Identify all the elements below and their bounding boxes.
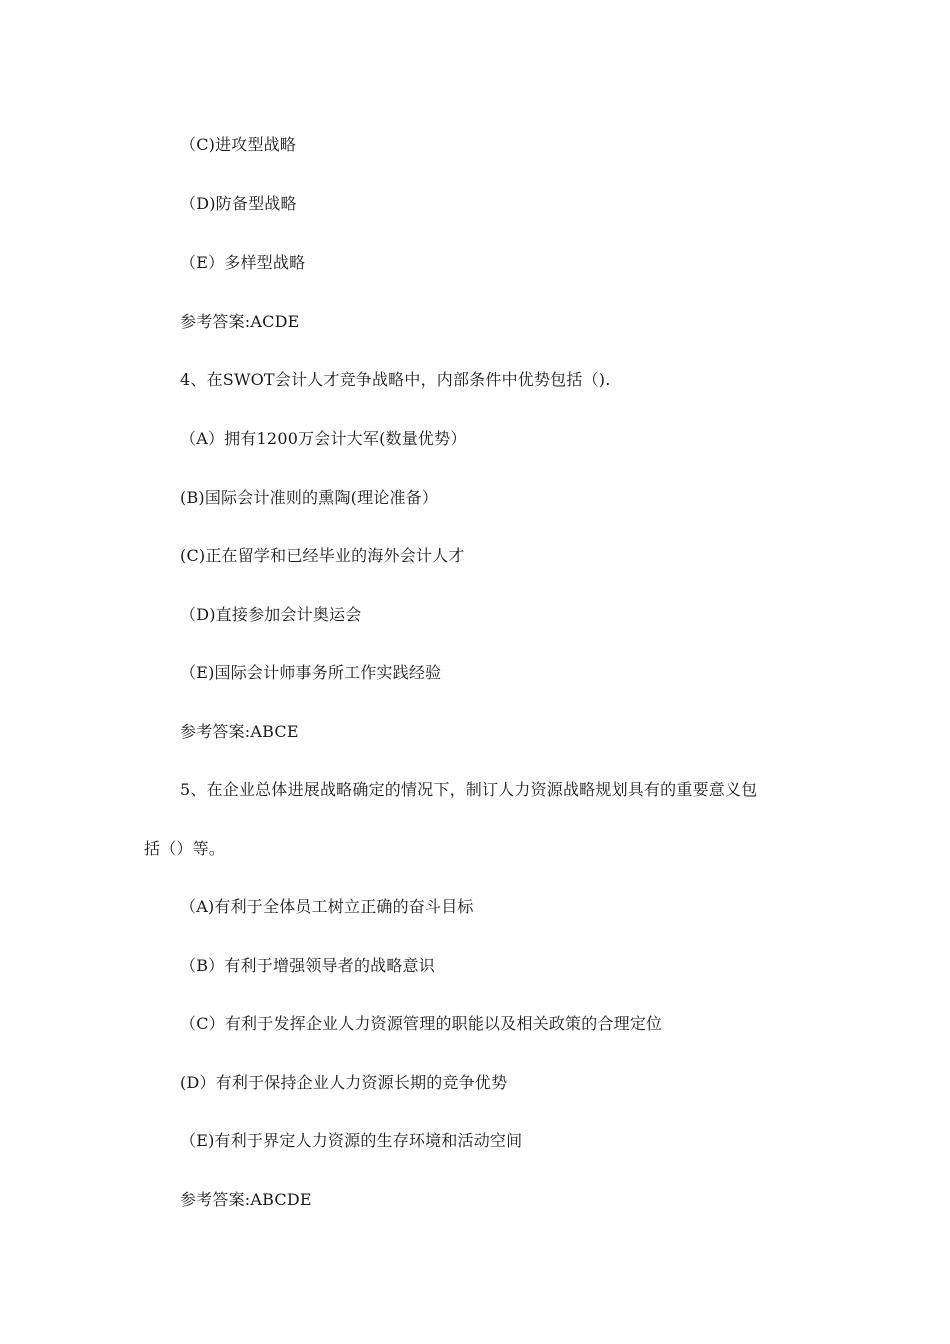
q4-option-c: (C)正在留学和已经毕业的海外会计人才 bbox=[180, 546, 465, 565]
q4-option-e: （E)国际会计师事务所工作实践经验 bbox=[180, 663, 442, 682]
q5-option-d: (D）有利于保持企业人力资源长期的竞争优势 bbox=[180, 1073, 508, 1092]
q4-stem: 4、在SWOT会计人才竞争战略中，内部条件中优势包括（). bbox=[180, 370, 611, 389]
q5-option-e: （E)有利于界定人力资源的生存环境和活动空间 bbox=[180, 1131, 523, 1150]
q3-option-d: （D)防备型战略 bbox=[180, 194, 297, 213]
q3-answer: 参考答案:ACDE bbox=[180, 312, 300, 331]
q5-stem-line2: 括（）等。 bbox=[144, 839, 226, 858]
q5-stem-line1: 5、在企业总体进展战略确定的情况下，制订人力资源战略规划具有的重要意义包 bbox=[180, 780, 758, 799]
q4-answer: 参考答案:ABCE bbox=[180, 722, 299, 741]
q5-option-b: （B）有利于增强领导者的战略意识 bbox=[180, 956, 435, 975]
q3-option-c: （C)进攻型战略 bbox=[180, 135, 297, 154]
q5-answer: 参考答案:ABCDE bbox=[180, 1190, 312, 1209]
q4-option-a: （A）拥有1200万会计大军(数量优势） bbox=[180, 429, 467, 448]
q5-option-c: （C）有利于发挥企业人力资源管理的职能以及相关政策的合理定位 bbox=[180, 1014, 663, 1033]
q5-option-a: （A)有利于全体员工树立正确的奋斗目标 bbox=[180, 897, 474, 916]
q4-option-d: （D)直接参加会计奥运会 bbox=[180, 605, 362, 624]
q3-option-e: （E）多样型战略 bbox=[180, 253, 306, 272]
q4-option-b: (B)国际会计准则的熏陶(理论准备） bbox=[180, 488, 439, 507]
